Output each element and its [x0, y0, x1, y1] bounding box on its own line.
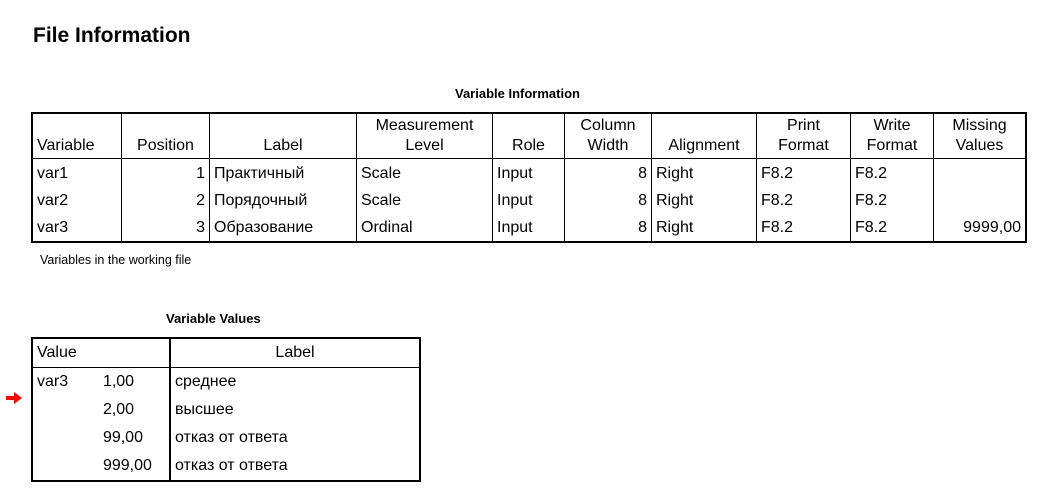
cell-label: отказ от ответа: [170, 424, 420, 452]
table-header-row: [32, 338, 420, 368]
cell-width: 8: [565, 187, 652, 214]
cell-role: Input: [493, 187, 565, 214]
cell-alignment: Right: [652, 187, 757, 214]
cell-print-format: F8.2: [757, 187, 851, 214]
header-value: Value: [32, 338, 170, 368]
cell-variable: [32, 424, 99, 452]
header-column-width: Column Width: [565, 113, 652, 159]
header-label: Label: [170, 338, 420, 368]
variable-values-caption: Variable Values: [166, 311, 261, 326]
header-write-format: Write Format: [851, 113, 934, 159]
cell-label: отказ от ответа: [170, 452, 420, 481]
cell-write-format: F8.2: [851, 214, 934, 242]
cell-label: Порядочный: [210, 187, 357, 214]
cell-width: 8: [565, 159, 652, 188]
cell-role: Input: [493, 214, 565, 242]
variable-information-caption: Variable Information: [455, 86, 580, 101]
table-row: [32, 396, 420, 424]
table-row: [32, 187, 1026, 214]
header-variable: Variable: [32, 113, 122, 159]
cell-value: 999,00: [102, 457, 152, 474]
cell-variable: var2: [37, 192, 69, 209]
cell-print-format: F8.2: [757, 214, 851, 242]
cell-width: 8: [565, 214, 652, 242]
cell-variable: var1: [37, 164, 69, 182]
table-row: [32, 452, 420, 481]
cell-label: высшее: [170, 396, 420, 424]
table-row: [32, 368, 420, 397]
cell-label: среднее: [170, 368, 420, 397]
header-label: Label: [210, 113, 357, 159]
cell-measurement: Scale: [357, 159, 493, 188]
cell-missing-values: [934, 187, 1027, 214]
red-arrow-icon: [6, 392, 22, 404]
header-missing-values: Missing Values: [934, 113, 1027, 159]
header-alignment: Alignment: [652, 113, 757, 159]
cell-missing-values: 9999,00: [934, 214, 1027, 242]
cell-alignment: Right: [652, 214, 757, 242]
cell-variable: var3: [37, 373, 69, 390]
cell-value: 99,00: [102, 429, 143, 446]
variable-information-table: [31, 112, 1027, 243]
cell-missing-values: [934, 159, 1027, 188]
header-role: Role: [493, 113, 565, 159]
table-row: [32, 159, 1026, 188]
cell-position: 2: [122, 187, 210, 214]
cell-value: 1,00: [102, 373, 135, 390]
cell-measurement: Ordinal: [357, 214, 493, 242]
cell-variable: [32, 396, 99, 424]
cell-write-format: F8.2: [851, 159, 934, 188]
cell-value: 2,00: [102, 401, 135, 418]
cell-print-format: F8.2: [757, 159, 851, 188]
page-title: File Information: [33, 24, 191, 47]
table-header-row: [32, 113, 1026, 159]
cell-position: 3: [122, 214, 210, 242]
cell-alignment: Right: [652, 159, 757, 188]
cell-label: Образование: [210, 214, 357, 242]
cell-variable: [32, 452, 99, 481]
cell-position: 1: [122, 159, 210, 188]
header-position: Position: [122, 113, 210, 159]
cell-role: Input: [493, 159, 565, 188]
table-row: [32, 214, 1026, 242]
cell-variable: var3: [37, 219, 69, 236]
table-footnote: Variables in the working file: [40, 253, 192, 267]
variable-values-table: [31, 337, 421, 482]
cell-measurement: Scale: [357, 187, 493, 214]
header-print-format: Print Format: [757, 113, 851, 159]
cell-write-format: F8.2: [851, 187, 934, 214]
cell-label: Практичный: [210, 159, 357, 188]
table-row: [32, 424, 420, 452]
header-measurement-level: Measurement Level: [357, 113, 493, 159]
